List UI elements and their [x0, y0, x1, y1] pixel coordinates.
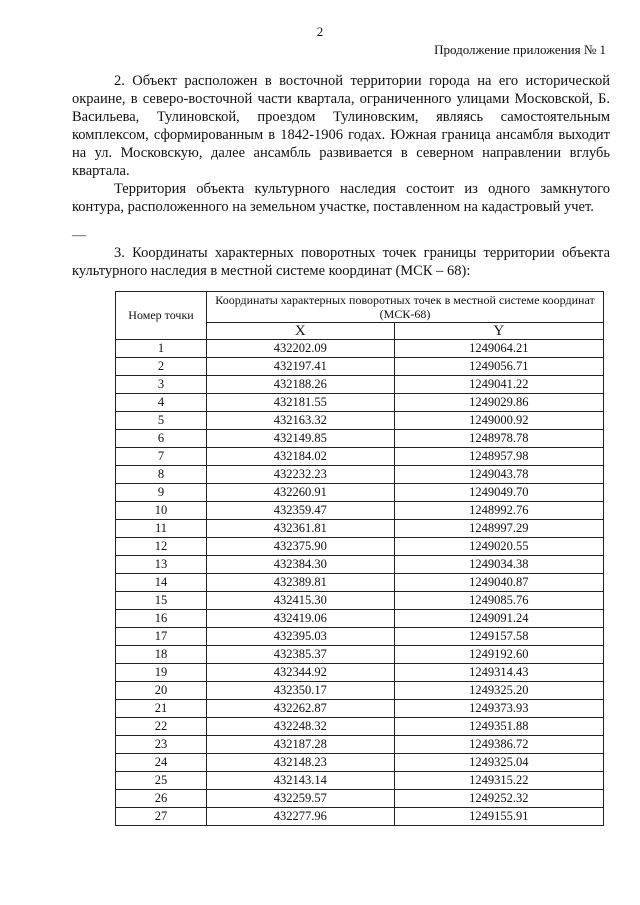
- cell-y: 1249386.72: [394, 736, 603, 754]
- table-row: [116, 664, 604, 682]
- cell-x: 432375.90: [207, 538, 395, 556]
- table-row: [116, 358, 604, 376]
- table-row: [116, 466, 604, 484]
- table-row: [116, 718, 604, 736]
- cell-point-number: 6: [116, 430, 207, 448]
- cell-y: 1249064.21: [394, 340, 603, 358]
- cell-point-number: 13: [116, 556, 207, 574]
- table-row: [116, 430, 604, 448]
- cell-point-number: 12: [116, 538, 207, 556]
- cell-x: 432395.03: [207, 628, 395, 646]
- table-row: [116, 646, 604, 664]
- table-row: [116, 628, 604, 646]
- table-row: [116, 448, 604, 466]
- cell-y: 1249351.88: [394, 718, 603, 736]
- cell-y: 1249029.86: [394, 394, 603, 412]
- dash-mark: —: [72, 228, 86, 243]
- appendix-note: Продолжение приложения № 1: [434, 42, 606, 57]
- cell-x: 432181.55: [207, 394, 395, 412]
- cell-point-number: 23: [116, 736, 207, 754]
- cell-y: 1248997.29: [394, 520, 603, 538]
- cell-y: 1249000.92: [394, 412, 603, 430]
- cell-x: 432277.96: [207, 808, 395, 826]
- cell-x: 432344.92: [207, 664, 395, 682]
- cell-y: 1249043.78: [394, 466, 603, 484]
- cell-y: 1249325.20: [394, 682, 603, 700]
- coordinates-table-body: [116, 340, 604, 826]
- cell-x: 432389.81: [207, 574, 395, 592]
- cell-y: 1249373.93: [394, 700, 603, 718]
- table-row: [116, 808, 604, 826]
- cell-x: 432359.47: [207, 502, 395, 520]
- cell-point-number: 5: [116, 412, 207, 430]
- header-y: Y: [394, 323, 603, 340]
- cell-x: 432149.85: [207, 430, 395, 448]
- cell-x: 432259.57: [207, 790, 395, 808]
- cell-x: 432350.17: [207, 682, 395, 700]
- table-row: [116, 700, 604, 718]
- header-coordinates-group: Координаты характерных поворотных точек в местной системе координат (МСК-68): [207, 292, 604, 323]
- cell-point-number: 22: [116, 718, 207, 736]
- cell-y: 1249040.87: [394, 574, 603, 592]
- cell-x: 432187.28: [207, 736, 395, 754]
- cell-y: 1249314.43: [394, 664, 603, 682]
- table-row: [116, 736, 604, 754]
- cell-point-number: 11: [116, 520, 207, 538]
- cell-point-number: 14: [116, 574, 207, 592]
- cell-y: 1248978.78: [394, 430, 603, 448]
- cell-y: 1249315.22: [394, 772, 603, 790]
- cell-point-number: 17: [116, 628, 207, 646]
- cell-x: 432202.09: [207, 340, 395, 358]
- cell-point-number: 27: [116, 808, 207, 826]
- cell-point-number: 3: [116, 376, 207, 394]
- table-row: [116, 340, 604, 358]
- cell-point-number: 21: [116, 700, 207, 718]
- cell-y: 1249056.71: [394, 358, 603, 376]
- table-row: [116, 376, 604, 394]
- cell-x: 432148.23: [207, 754, 395, 772]
- cell-point-number: 24: [116, 754, 207, 772]
- table-row: [116, 610, 604, 628]
- table-row: [116, 484, 604, 502]
- table-row: [116, 556, 604, 574]
- cell-y: 1249049.70: [394, 484, 603, 502]
- cell-x: 432232.23: [207, 466, 395, 484]
- cell-y: 1249091.24: [394, 610, 603, 628]
- table-row: [116, 754, 604, 772]
- table-row: [116, 772, 604, 790]
- paragraph-territory: Территория объекта культурного наследия состоит из одного замкнутого контура, расположенного на земельном участке, поставленном на кадастровый учет.: [72, 181, 610, 215]
- cell-y: 1249192.60: [394, 646, 603, 664]
- table-row: [116, 682, 604, 700]
- cell-point-number: 15: [116, 592, 207, 610]
- cell-x: 432385.37: [207, 646, 395, 664]
- paragraph-location: 2. Объект расположен в восточной территории города на его исторической окраине, в северо-восточной части квартала, ограниченного улицами Московской, Б. Васильева, Тулиновской, проездом Тулиновским, являясь самостоятельным комплексом, сформированным в 1842-1906 годах. Южная граница ансамбля выходит на ул. Московскую, далее ансамбль развивается в северном направлении вглубь квартала.: [72, 73, 610, 179]
- cell-x: 432248.32: [207, 718, 395, 736]
- cell-point-number: 2: [116, 358, 207, 376]
- table-row: [116, 502, 604, 520]
- cell-point-number: 7: [116, 448, 207, 466]
- cell-y: 1249252.32: [394, 790, 603, 808]
- table-row: [116, 574, 604, 592]
- cell-y: 1249085.76: [394, 592, 603, 610]
- cell-y: 1248957.98: [394, 448, 603, 466]
- cell-y: 1249155.91: [394, 808, 603, 826]
- cell-point-number: 16: [116, 610, 207, 628]
- cell-point-number: 9: [116, 484, 207, 502]
- coordinates-table: [115, 291, 604, 826]
- cell-x: 432188.26: [207, 376, 395, 394]
- cell-point-number: 1: [116, 340, 207, 358]
- cell-y: 1249041.22: [394, 376, 603, 394]
- cell-y: 1249034.38: [394, 556, 603, 574]
- table-row: [116, 394, 604, 412]
- cell-point-number: 25: [116, 772, 207, 790]
- cell-x: 432184.02: [207, 448, 395, 466]
- cell-x: 432384.30: [207, 556, 395, 574]
- cell-point-number: 19: [116, 664, 207, 682]
- cell-y: 1249157.58: [394, 628, 603, 646]
- cell-x: 432262.87: [207, 700, 395, 718]
- cell-x: 432143.14: [207, 772, 395, 790]
- cell-point-number: 26: [116, 790, 207, 808]
- table-row: [116, 790, 604, 808]
- cell-y: 1248992.76: [394, 502, 603, 520]
- page-number: 2: [316, 24, 324, 39]
- cell-y: 1249020.55: [394, 538, 603, 556]
- cell-x: 432415.30: [207, 592, 395, 610]
- cell-point-number: 18: [116, 646, 207, 664]
- table-row: [116, 520, 604, 538]
- cell-x: 432260.91: [207, 484, 395, 502]
- cell-x: 432419.06: [207, 610, 395, 628]
- cell-point-number: 20: [116, 682, 207, 700]
- cell-x: 432163.32: [207, 412, 395, 430]
- cell-x: 432361.81: [207, 520, 395, 538]
- cell-x: 432197.41: [207, 358, 395, 376]
- table-row: [116, 538, 604, 556]
- header-x: X: [207, 323, 395, 340]
- cell-point-number: 8: [116, 466, 207, 484]
- header-point-number: Номер точки: [116, 292, 207, 340]
- table-row: [116, 412, 604, 430]
- cell-point-number: 10: [116, 502, 207, 520]
- cell-y: 1249325.04: [394, 754, 603, 772]
- paragraph-coordinates-intro: 3. Координаты характерных поворотных точек границы территории объекта культурного наследия в местной системе координат (МСК – 68):: [72, 245, 610, 279]
- table-row: [116, 592, 604, 610]
- cell-point-number: 4: [116, 394, 207, 412]
